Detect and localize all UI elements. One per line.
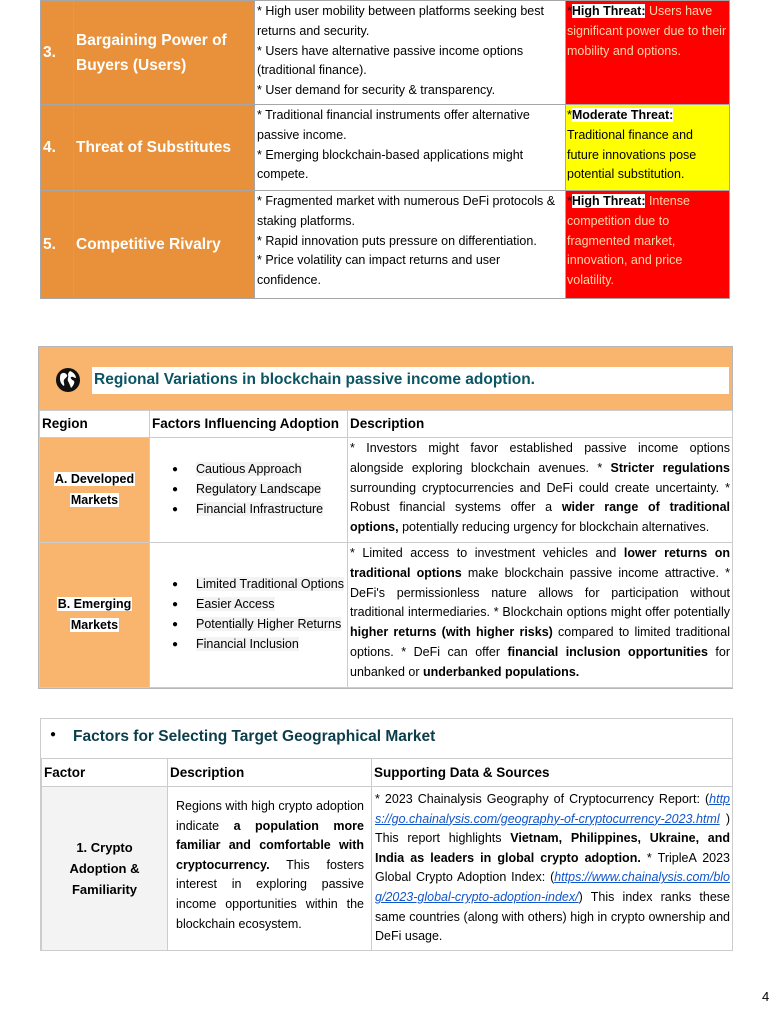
source-text: * 2023 Chainalysis Geography of Cryptocurrency Report: ( [375,792,710,806]
description-segment: higher returns (with higher risks) [350,625,553,640]
description-segment: make blockchain passive income attractive. * DeFi's permissionless nature allows for participation without traditional intermediaries. * Blockchain options might offer potentially [350,565,730,620]
description-line: * User demand for security & transparency. [257,83,496,98]
column-header: Supporting Data & Sources [372,759,733,787]
description-line: * Fragmented market with numerous DeFi protocols & staking platforms. [257,194,556,228]
regional-title: Regional Variations in blockchain passive income adoption. [92,367,729,394]
threat-text: Traditional finance and future innovations pose potential substitution. [567,127,697,182]
region-name [40,543,150,688]
description-line: * Traditional financial instruments offer alternative passive income. [257,108,530,142]
factor-description [168,787,372,951]
region-description [348,543,733,688]
force-description [255,191,566,299]
factor-text: Potentially Higher Returns [196,617,342,631]
factor-text: Regulatory Landscape [196,482,322,497]
region-name-text: A. Developed [54,472,135,486]
column-header: Factor [42,759,168,787]
factor-item [172,575,347,595]
force-number: 5. [41,191,74,299]
force-description [255,1,566,105]
factor-item [172,480,347,500]
threat-label: High Threat: [571,194,646,208]
region-name-text: Markets [70,493,119,507]
region-description [348,438,733,543]
threat-text: Users have significant power due to their mobility and options. [567,4,727,58]
regional-table [39,410,733,688]
source-text: ) This index ranks these same countries (along with others) high in crypto ownership and DeFi usage. [375,889,730,944]
source-text: ) This report highlights [375,811,730,846]
column-header: Description [168,759,372,787]
region-row [40,543,733,688]
description-segment: Regions with high crypto adoption indicate [176,799,364,833]
description-segment: compared to limited traditional options. * DeFi can offer [350,625,730,659]
factor-name-line: Adoption & [69,861,140,876]
factor-text: Limited Traditional Options [196,577,344,592]
factors-header-row [42,759,733,787]
description-segment: lower returns on traditional options [350,546,730,580]
factor-item [172,595,347,615]
description-segment: financial inclusion opportunities [507,644,708,659]
factor-text: Financial Inclusion [196,636,299,651]
threat-label: High Threat: [571,4,646,18]
description-segment: * Limited access to investment vehicles and [350,546,624,560]
threat-label: Moderate Threat: [571,108,674,122]
description-line: * Emerging blockchain-based applications might compete. [257,147,524,182]
factor-list [150,575,347,654]
force-number: 3. [41,1,74,105]
column-header: Description [348,411,733,438]
description-line: * Price volatility can impact returns and user confidence. [257,253,501,288]
factor-name [42,787,168,951]
region-name-text: Markets [70,618,119,632]
region-name-line [41,469,148,490]
description-line: * High user mobility between platforms seeking best returns and security. [257,4,544,38]
region-name-text: B. Emerging [57,597,132,611]
porter-forces-table [40,0,730,299]
factors-header [41,719,732,759]
source-link[interactable]: https://www.chainalysis.com/blog/2023-global-crypto-adoption-index/ [375,870,730,904]
factor-sources [372,787,733,951]
region-row [40,438,733,543]
threat-star: * [567,4,572,18]
region-name-line [41,594,148,615]
threat-text: Intense competition due to fragmented market, innovation, and price volatility. [567,194,690,288]
porter-row [41,1,730,105]
factors-table [41,758,733,951]
factor-name-line: Familiarity [71,882,138,897]
source-highlight: Vietnam, Philippines, Ukraine, and India as leaders in global crypto adoption. [375,831,730,865]
target-market-factors-section [40,718,733,951]
regional-header [39,347,732,410]
description-segment: underbanked populations. [422,664,580,679]
factor-row [42,787,733,951]
factor-list [150,460,347,519]
factors-title: Factors for Selecting Target Geographical Market [73,728,436,745]
description-line: * Rapid innovation puts pressure on differentiation. [257,233,537,248]
factor-item [172,615,347,635]
region-name-line [41,615,148,636]
column-header: Factors Influencing Adoption [150,411,348,438]
region-name-line [41,490,148,511]
description-segment: potentially reducing urgency for blockchain alternatives. [398,520,710,535]
description-segment: * Investors might favor established passive income options alongside exploring blockchain avenues. * [350,441,730,475]
factor-text: Easier Access [196,597,275,612]
porter-row [41,105,730,191]
column-header: Region [40,411,150,438]
description-segment: a population more familiar and comfortable with cryptocurrency. [176,818,364,872]
description-segment: surrounding cryptocurrencies and DeFi could create uncertainty. * Robust financial systems offer a [350,480,730,515]
threat-star: * [567,108,572,122]
globe-icon [55,367,81,393]
threat-star: * [567,194,572,208]
force-name: Bargaining Power of Buyers (Users) [74,1,255,105]
threat-level [566,1,730,105]
force-number: 4. [41,105,74,191]
source-text: * TripleA 2023 Global Crypto Adoption Index: ( [375,850,730,885]
page-number: 4 [762,989,770,1004]
bullet-icon: ● [50,729,57,740]
region-name [40,438,150,543]
source-link[interactable]: https://go.chainalysis.com/geography-of-cryptocurrency-2023.html [375,792,730,826]
factor-item [172,460,347,480]
region-factors [150,543,348,688]
regional-header-row [40,411,733,438]
porter-row [41,191,730,299]
force-name: Threat of Substitutes [74,105,255,191]
factor-text: Financial Infrastructure [196,501,324,516]
description-line: * Users have alternative passive income options (traditional finance). [257,43,524,78]
description-segment: Stricter regulations [610,460,730,475]
force-description [255,105,566,191]
description-segment: This fosters interest in exploring passive income opportunities within the blockchain ecosystem. [176,857,364,931]
description-segment: wider range of traditional options, [350,500,730,535]
factor-item [172,635,347,655]
threat-level [566,191,730,299]
factor-name-line: 1. Crypto [76,840,133,855]
regional-variations-section [38,346,733,689]
description-segment: for unbanked or [350,644,731,679]
factor-text: Cautious Approach [196,462,302,477]
factor-item [172,500,347,520]
force-name: Competitive Rivalry [74,191,255,299]
threat-level [566,105,730,191]
region-factors [150,438,348,543]
